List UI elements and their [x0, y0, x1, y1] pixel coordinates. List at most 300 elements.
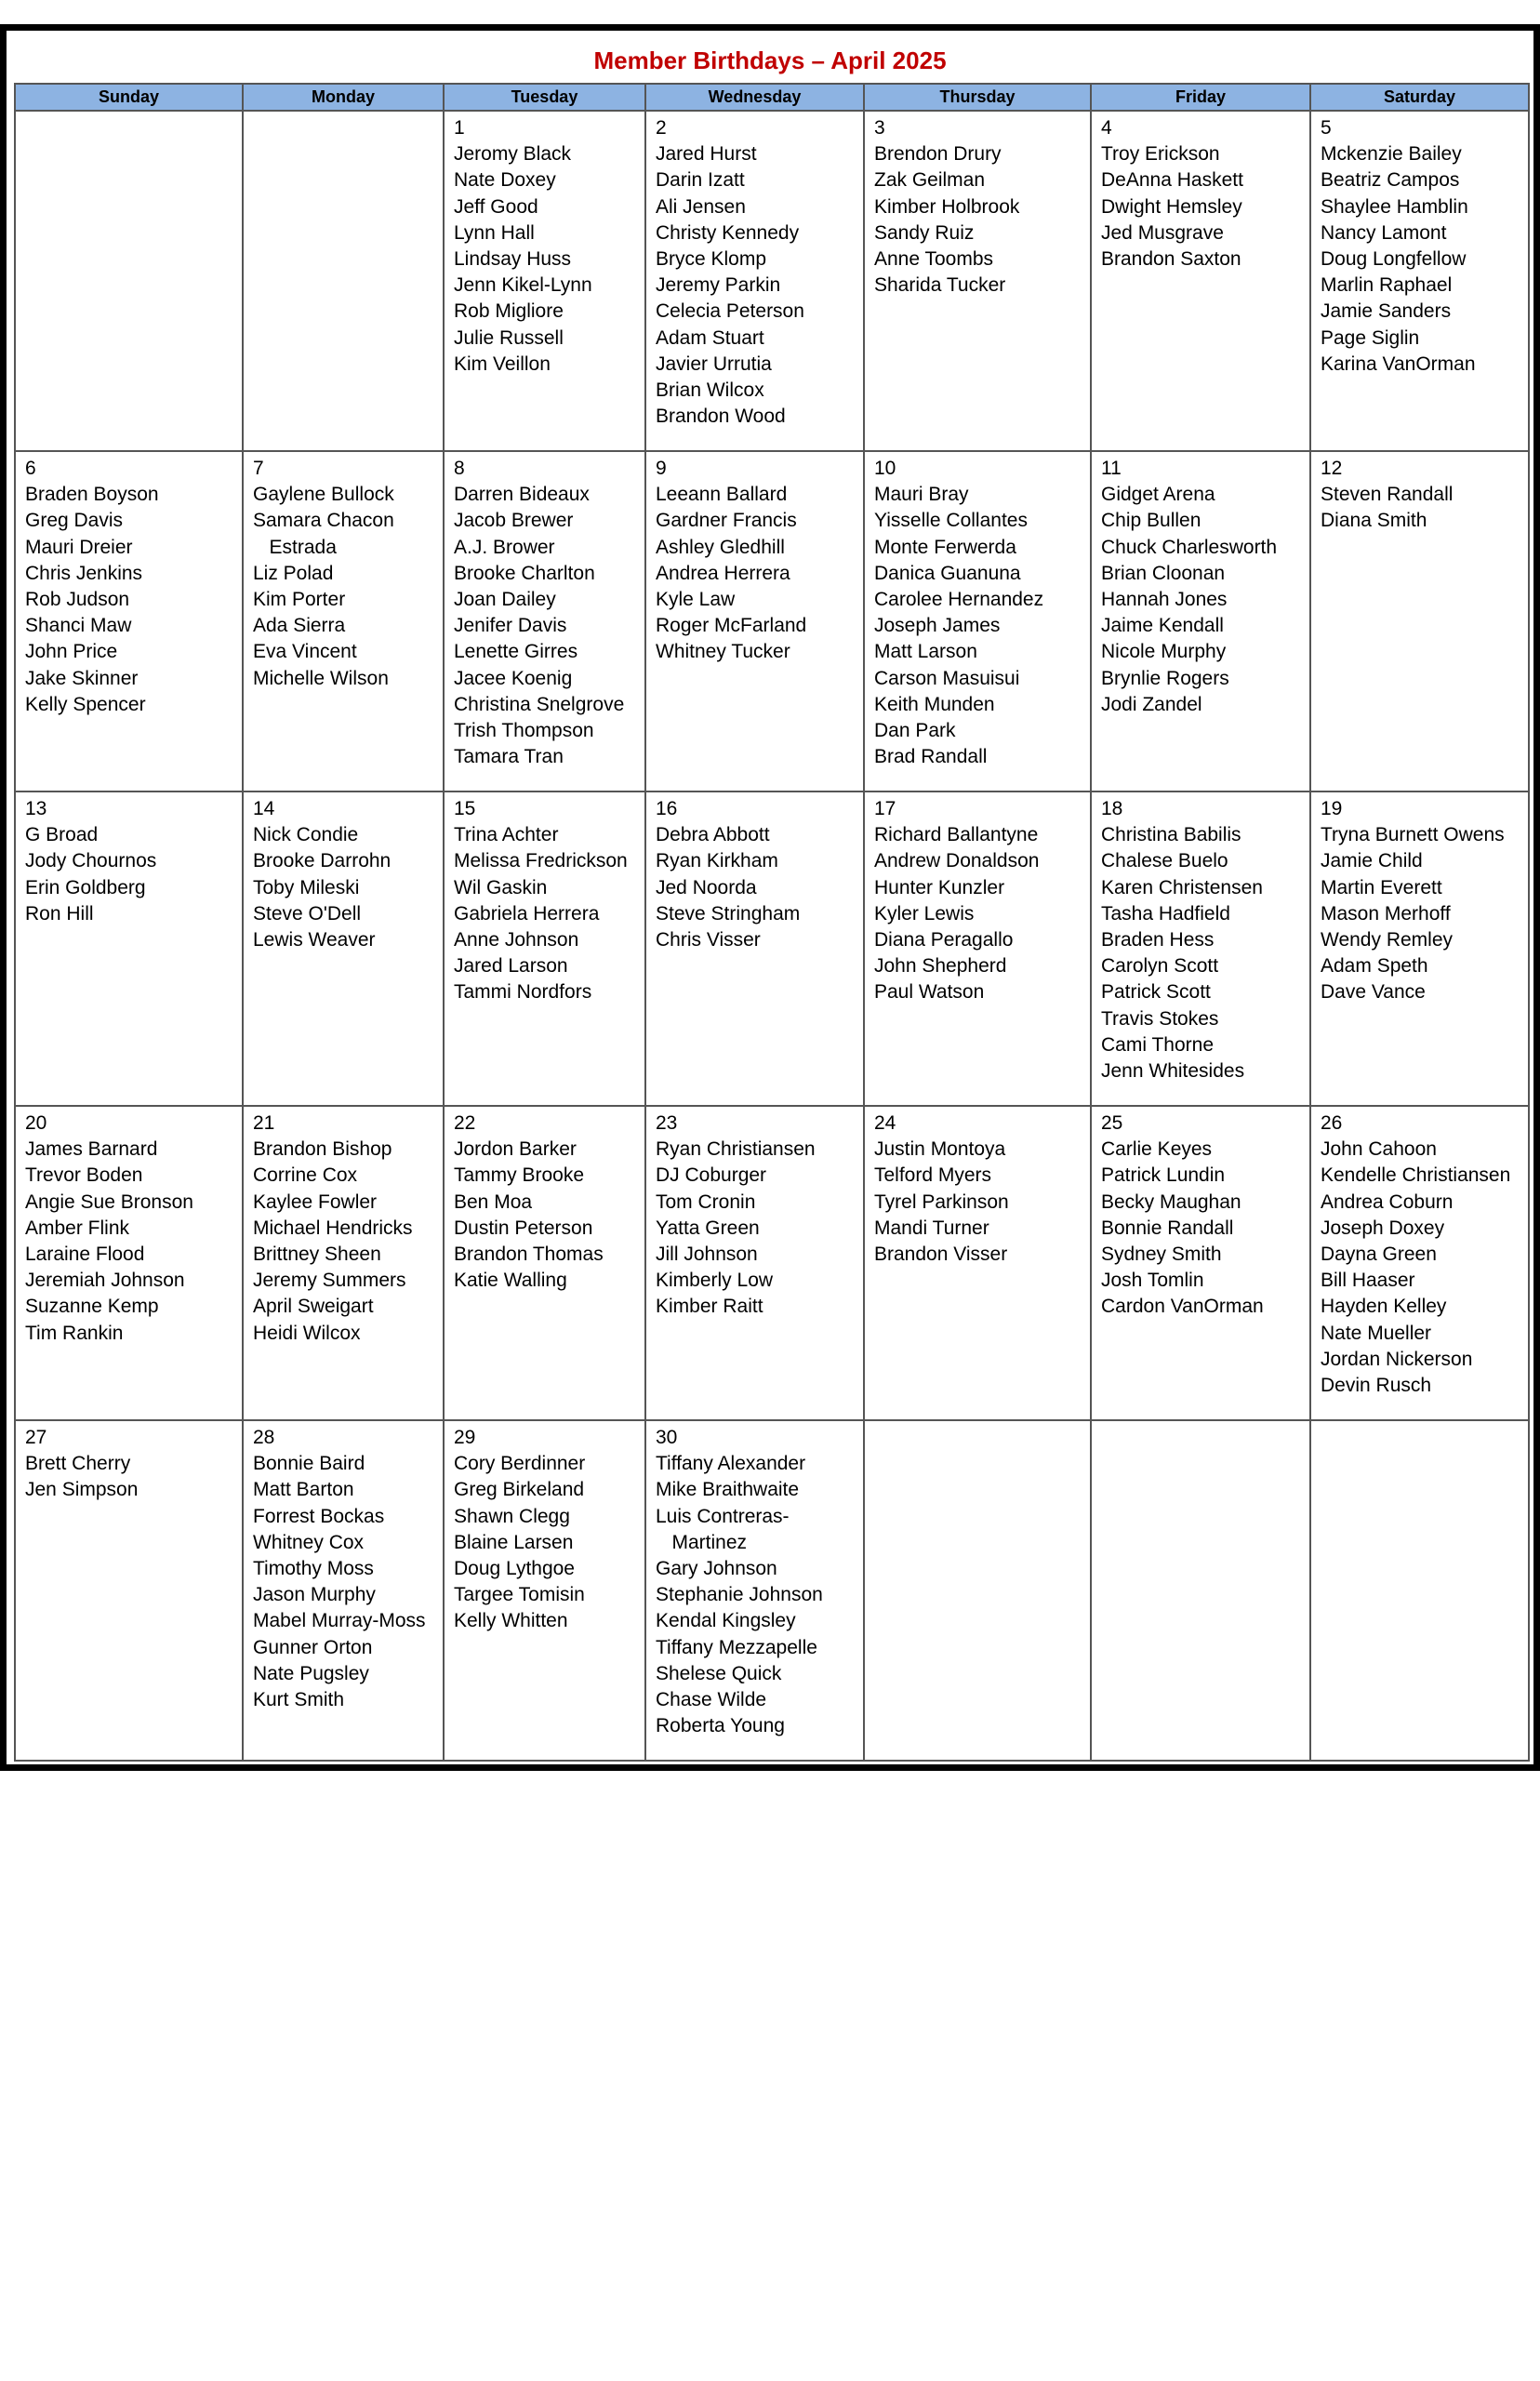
day-number: 27	[25, 1427, 47, 1448]
birthday-name: Debra Abbott	[656, 824, 770, 846]
birthday-name: Jed Musgrave	[1101, 221, 1224, 244]
birthday-name: Shanci Maw	[25, 615, 132, 637]
birthday-name: Tammy Brooke	[454, 1164, 585, 1187]
weekday-header: Sunday	[15, 84, 243, 111]
day-cell	[444, 1420, 645, 1761]
birthday-name: Kendelle Christiansen	[1321, 1164, 1511, 1187]
birthday-name: Cardon VanOrman	[1101, 1296, 1264, 1318]
birthday-name: Kimberly Low	[656, 1270, 774, 1292]
day-cell	[645, 791, 864, 1106]
birthday-name: Joan Dailey	[454, 589, 556, 611]
birthday-name: Jeremy Parkin	[656, 274, 781, 297]
day-cell	[15, 791, 243, 1106]
birthday-name: Devin Rusch	[1321, 1375, 1432, 1397]
birthday-name: Tamara Tran	[454, 746, 564, 768]
birthday-name: Ron Hill	[25, 902, 94, 924]
empty-day-cell	[1091, 1420, 1310, 1761]
birthday-name: Danica Guanuna	[874, 562, 1021, 584]
empty-day-cell	[864, 1420, 1091, 1761]
birthday-name: Carson Masuisui	[874, 667, 1020, 689]
birthday-name: Jeromy Black	[454, 143, 572, 166]
birthday-name: Hunter Kunzler	[874, 876, 1005, 898]
calendar-frame	[0, 24, 1540, 1771]
birthday-name: Beatriz Campos	[1321, 169, 1460, 192]
birthday-name: Lindsay Huss	[454, 248, 572, 271]
birthday-name: Dan Park	[874, 720, 956, 742]
birthday-name: Luis Contreras-	[656, 1505, 790, 1527]
birthday-name: Hayden Kelley	[1321, 1296, 1447, 1318]
birthday-name: A.J. Brower	[454, 536, 555, 558]
weekday-header: Friday	[1091, 84, 1310, 111]
day-number: 4	[1101, 117, 1112, 139]
birthday-name: Yatta Green	[656, 1217, 760, 1239]
day-cell	[645, 451, 864, 791]
birthday-name: Blaine Larsen	[454, 1531, 574, 1553]
birthday-name: Michelle Wilson	[253, 667, 389, 689]
birthday-name: Timothy Moss	[253, 1558, 374, 1580]
empty-day-cell	[1310, 1420, 1529, 1761]
birthday-name: Doug Longfellow	[1321, 248, 1467, 271]
day-cell	[243, 1420, 444, 1761]
birthday-name: Gaylene Bullock	[253, 484, 394, 506]
birthday-name: Josh Tomlin	[1101, 1270, 1204, 1292]
day-number: 3	[874, 117, 885, 139]
day-number: 30	[656, 1427, 678, 1448]
birthday-name: Doug Lythgoe	[454, 1558, 575, 1580]
birthday-name: Hannah Jones	[1101, 589, 1228, 611]
birthday-name: Ryan Christiansen	[656, 1138, 816, 1161]
day-cell	[15, 1420, 243, 1761]
day-cell	[1091, 1106, 1310, 1420]
birthday-name: Kimber Holbrook	[874, 195, 1020, 218]
birthday-name: Roberta Young	[656, 1715, 785, 1737]
birthday-name: Lynn Hall	[454, 221, 535, 244]
birthday-name: James Barnard	[25, 1138, 158, 1161]
birthday-name: Mabel Murray-Moss	[253, 1610, 426, 1632]
birthday-name: Kelly Whitten	[454, 1610, 568, 1632]
calendar-week-row	[15, 1420, 1529, 1761]
birthday-name: Trevor Boden	[25, 1164, 143, 1187]
calendar-body	[15, 111, 1529, 1761]
birthday-name: Brian Wilcox	[656, 379, 764, 402]
birthday-name: Lewis Weaver	[253, 929, 376, 951]
birthday-name: Steve O'Dell	[253, 902, 362, 924]
birthday-name: Jamie Child	[1321, 850, 1423, 872]
birthday-name: Gidget Arena	[1101, 484, 1215, 506]
birthday-name: Troy Erickson	[1101, 143, 1220, 166]
birthday-name: Greg Birkeland	[454, 1479, 585, 1501]
birthday-name: Ashley Gledhill	[656, 536, 785, 558]
birthday-name: Roger McFarland	[656, 615, 807, 637]
birthday-name: Toby Mileski	[253, 876, 360, 898]
birthday-name: G Broad	[25, 824, 99, 846]
day-number: 23	[656, 1112, 678, 1134]
birthday-name: Brandon Saxton	[1101, 248, 1241, 271]
birthday-name: Mike Braithwaite	[656, 1479, 800, 1501]
birthday-name: Chuck Charlesworth	[1101, 536, 1278, 558]
birthday-name: Dave Vance	[1321, 981, 1426, 1004]
birthday-name: Adam Speth	[1321, 955, 1428, 978]
day-cell	[1310, 451, 1529, 791]
birthday-name: John Shepherd	[874, 955, 1007, 978]
day-number: 2	[656, 117, 667, 139]
birthday-name: Brett Cherry	[25, 1453, 131, 1475]
birthday-name: Tyrel Parkinson	[874, 1190, 1009, 1213]
birthday-name: Patrick Lundin	[1101, 1164, 1226, 1187]
birthday-name: Melissa Fredrickson	[454, 850, 628, 872]
birthday-name: Matt Barton	[253, 1479, 354, 1501]
birthday-name: Julie Russell	[454, 326, 564, 349]
birthday-name: Sandy Ruiz	[874, 221, 975, 244]
birthday-name: Nick Condie	[253, 824, 359, 846]
birthday-name: Kim Porter	[253, 589, 346, 611]
birthday-name: Jeremiah Johnson	[25, 1270, 185, 1292]
birthday-name: Paul Watson	[874, 981, 985, 1004]
birthday-name: Eva Vincent	[253, 641, 357, 663]
birthday-name: Targee Tomisin	[454, 1584, 585, 1606]
day-number: 22	[454, 1112, 476, 1134]
birthday-name: DJ Coburger	[656, 1164, 767, 1187]
birthday-name: Tom Cronin	[656, 1190, 756, 1213]
birthday-name: Matt Larson	[874, 641, 977, 663]
birthday-name: Kim Veillon	[454, 352, 551, 375]
birthday-name: Kurt Smith	[253, 1689, 345, 1711]
day-number: 28	[253, 1427, 275, 1448]
birthday-name: DeAnna Haskett	[1101, 169, 1243, 192]
birthday-name: Wendy Remley	[1321, 929, 1453, 951]
birthday-name: Cami Thorne	[1101, 1033, 1214, 1056]
birthday-name: Ali Jensen	[656, 195, 746, 218]
day-cell	[645, 1420, 864, 1761]
birthday-name: Jenn Whitesides	[1101, 1060, 1245, 1083]
day-number: 29	[454, 1427, 476, 1448]
birthday-name: Jodi Zandel	[1101, 693, 1202, 715]
day-cell	[243, 451, 444, 791]
birthday-name: Jill Johnson	[656, 1244, 758, 1266]
birthday-name: Whitney Cox	[253, 1531, 365, 1553]
day-cell	[1310, 791, 1529, 1106]
page-title: Member Birthdays – April 2025	[593, 47, 947, 74]
birthday-name: Cory Berdinner	[454, 1453, 586, 1475]
birthday-name: Kelly Spencer	[25, 693, 146, 715]
birthday-name: Martin Everett	[1321, 876, 1442, 898]
birthday-name: Joseph James	[874, 615, 1001, 637]
birthday-name: Angie Sue Bronson	[25, 1190, 193, 1213]
birthday-name: Christina Babilis	[1101, 824, 1241, 846]
birthday-name: Jamie Sanders	[1321, 300, 1452, 323]
birthday-name: Shelese Quick	[656, 1662, 782, 1684]
birthday-name: Samara Chacon	[253, 510, 394, 532]
birthday-name: Kimber Raitt	[656, 1296, 763, 1318]
birthday-name: Carlie Keyes	[1101, 1138, 1213, 1161]
day-number: 18	[1101, 798, 1123, 819]
birthday-name: Kendal Kingsley	[656, 1610, 796, 1632]
birthday-name: Amber Flink	[25, 1217, 130, 1239]
birthday-name: Darren Bideaux	[454, 484, 590, 506]
birthday-name: Jacee Koenig	[454, 667, 573, 689]
birthday-name: Christina Snelgrove	[454, 693, 625, 715]
birthday-name: Brandon Bishop	[253, 1138, 392, 1161]
birthday-name: Shaylee Hamblin	[1321, 195, 1468, 218]
birthday-name: Javier Urrutia	[656, 352, 772, 375]
birthday-name: Steven Randall	[1321, 484, 1454, 506]
day-number: 7	[253, 458, 264, 479]
birthday-name: Nate Doxey	[454, 169, 556, 192]
birthday-name: Mauri Bray	[874, 484, 969, 506]
birthday-name: Sydney Smith	[1101, 1244, 1222, 1266]
birthday-name: Karen Christensen	[1101, 876, 1263, 898]
birthday-name: Chris Jenkins	[25, 562, 143, 584]
birthday-name: Chip Bullen	[1101, 510, 1201, 532]
birthday-name: Jared Hurst	[656, 143, 757, 166]
birthday-name: Tasha Hadfield	[1101, 902, 1230, 924]
birthday-name: Patrick Scott	[1101, 981, 1211, 1004]
birthday-name: Leeann Ballard	[656, 484, 788, 506]
day-number: 15	[454, 798, 476, 819]
birthday-name: Brooke Darrohn	[253, 850, 392, 872]
birthday-name: Jed Noorda	[656, 876, 757, 898]
birthday-name: Jenn Kikel-Lynn	[454, 274, 592, 297]
birthday-name: Dwight Hemsley	[1101, 195, 1242, 218]
birthday-name: Nancy Lamont	[1321, 221, 1447, 244]
birthday-name: Jody Chournos	[25, 850, 157, 872]
birthday-name: Diana Peragallo	[874, 929, 1014, 951]
calendar-week-row	[15, 111, 1529, 451]
birthday-name: Travis Stokes	[1101, 1007, 1219, 1030]
day-number: 24	[874, 1112, 896, 1134]
birthday-name: Brandon Wood	[656, 406, 786, 428]
birthday-name: Tim Rankin	[25, 1322, 124, 1344]
day-cell	[864, 111, 1091, 451]
day-cell	[444, 451, 645, 791]
weekday-header: Saturday	[1310, 84, 1529, 111]
birthday-name: Celecia Peterson	[656, 300, 804, 323]
day-cell	[1091, 791, 1310, 1106]
calendar-week-row	[15, 1106, 1529, 1420]
weekday-header: Thursday	[864, 84, 1091, 111]
birthday-name: Andrew Donaldson	[874, 850, 1040, 872]
birthday-name: Braden Hess	[1101, 929, 1215, 951]
birthday-name: Gardner Francis	[656, 510, 797, 532]
birthday-name: Tryna Burnett Owens	[1321, 824, 1505, 846]
birthday-name: Mckenzie Bailey	[1321, 143, 1462, 166]
birthday-name: Brandon Thomas	[454, 1244, 604, 1266]
day-number: 6	[25, 458, 36, 479]
birthday-name: Kyle Law	[656, 589, 736, 611]
birthday-name: Carolee Hernandez	[874, 589, 1044, 611]
birthday-name: Brittney Sheen	[253, 1244, 381, 1266]
weekday-header: Tuesday	[444, 84, 645, 111]
birthday-name: Kyler Lewis	[874, 902, 975, 924]
birthday-name: Tiffany Mezzapelle	[656, 1636, 817, 1658]
birthday-name: Sharida Tucker	[874, 274, 1006, 297]
birthday-name: Gabriela Herrera	[454, 902, 600, 924]
birthday-name: Diana Smith	[1321, 510, 1427, 532]
day-number: 19	[1321, 798, 1343, 819]
calendar-week-row	[15, 791, 1529, 1106]
birthday-name: Justin Montoya	[874, 1138, 1006, 1161]
calendar-table	[14, 83, 1530, 1762]
birthday-name: Heidi Wilcox	[253, 1322, 361, 1344]
birthday-name: Nicole Murphy	[1101, 641, 1227, 663]
day-cell	[15, 1106, 243, 1420]
birthday-name: Mauri Dreier	[25, 536, 133, 558]
day-cell	[1091, 111, 1310, 451]
birthday-name: Shawn Clegg	[454, 1505, 570, 1527]
day-cell	[444, 1106, 645, 1420]
birthday-name: Dayna Green	[1321, 1244, 1437, 1266]
day-number: 14	[253, 798, 275, 819]
birthday-name: Andrea Herrera	[656, 562, 790, 584]
birthday-name: Jake Skinner	[25, 667, 139, 689]
birthday-name: Katie Walling	[454, 1270, 567, 1292]
weekday-header: Wednesday	[645, 84, 864, 111]
day-number: 20	[25, 1112, 47, 1134]
birthday-name: Estrada	[253, 536, 337, 558]
birthday-name: Corrine Cox	[253, 1164, 358, 1187]
birthday-name: Jen Simpson	[25, 1479, 139, 1501]
day-number: 25	[1101, 1112, 1123, 1134]
birthday-name: Jordon Barker	[454, 1138, 577, 1161]
day-number: 16	[656, 798, 678, 819]
birthday-name: Brandon Visser	[874, 1244, 1008, 1266]
birthday-name: Brynlie Rogers	[1101, 667, 1229, 689]
birthday-name: Mason Merhoff	[1321, 902, 1451, 924]
day-cell	[645, 1106, 864, 1420]
birthday-name: Trish Thompson	[454, 720, 594, 742]
birthday-name: Jason Murphy	[253, 1584, 376, 1606]
day-cell	[1091, 451, 1310, 791]
birthday-name: Darin Izatt	[656, 169, 745, 192]
birthday-name: Jordan Nickerson	[1321, 1348, 1473, 1370]
birthday-name: Tammi Nordfors	[454, 981, 592, 1004]
birthday-name: Jaime Kendall	[1101, 615, 1224, 637]
birthday-name: Steve Stringham	[656, 902, 801, 924]
birthday-name: Keith Munden	[874, 693, 995, 715]
empty-day-cell	[15, 111, 243, 451]
birthday-name: Adam Stuart	[656, 326, 764, 349]
day-cell	[15, 451, 243, 791]
birthday-name: Jeremy Summers	[253, 1270, 406, 1292]
birthday-name: Nate Pugsley	[253, 1662, 369, 1684]
birthday-name: Whitney Tucker	[656, 641, 790, 663]
birthday-name: Monte Ferwerda	[874, 536, 1016, 558]
weekday-header-row	[15, 84, 1529, 111]
birthday-name: Bill Haaser	[1321, 1270, 1415, 1292]
day-cell	[243, 791, 444, 1106]
day-cell	[444, 111, 645, 451]
day-number: 5	[1321, 117, 1332, 139]
day-cell	[864, 791, 1091, 1106]
birthday-name: Karina VanOrman	[1321, 352, 1476, 375]
birthday-name: Zak Geilman	[874, 169, 986, 192]
birthday-name: Brendon Drury	[874, 143, 1002, 166]
birthday-name: Jeff Good	[454, 195, 538, 218]
birthday-name: Bonnie Baird	[253, 1453, 365, 1475]
birthday-name: Dustin Peterson	[454, 1217, 593, 1239]
weekday-header: Monday	[243, 84, 444, 111]
birthday-name: Bryce Klomp	[656, 248, 767, 271]
birthday-name: Ben Moa	[454, 1190, 533, 1213]
day-cell	[645, 111, 864, 451]
birthday-name: Jacob Brewer	[454, 510, 574, 532]
birthday-name: Yisselle Collantes	[874, 510, 1028, 532]
birthday-name: Carolyn Scott	[1101, 955, 1219, 978]
birthday-name: Ada Sierra	[253, 615, 346, 637]
birthday-name: Trina Achter	[454, 824, 559, 846]
day-number: 17	[874, 798, 896, 819]
birthday-name: Jared Larson	[454, 955, 568, 978]
birthday-name: Laraine Flood	[25, 1244, 145, 1266]
day-number: 11	[1101, 458, 1122, 479]
birthday-name: Martinez	[656, 1531, 748, 1553]
birthday-name: Gary Johnson	[656, 1558, 777, 1580]
birthday-name: Lenette Girres	[454, 641, 578, 663]
birthday-name: Michael Hendricks	[253, 1217, 413, 1239]
birthday-name: Brian Cloonan	[1101, 562, 1226, 584]
birthday-name: Christy Kennedy	[656, 221, 800, 244]
day-number: 26	[1321, 1112, 1343, 1134]
birthday-name: Kaylee Fowler	[253, 1190, 378, 1213]
birthday-name: Joseph Doxey	[1321, 1217, 1445, 1239]
birthday-name: John Cahoon	[1321, 1138, 1437, 1161]
birthday-name: Anne Toombs	[874, 248, 994, 271]
day-number: 9	[656, 458, 667, 479]
day-cell	[1310, 111, 1529, 451]
birthday-name: Rob Judson	[25, 589, 130, 611]
empty-day-cell	[243, 111, 444, 451]
birthday-name: Tiffany Alexander	[656, 1453, 806, 1475]
birthday-name: Chase Wilde	[656, 1689, 767, 1711]
birthday-name: April Sweigart	[253, 1296, 374, 1318]
day-number: 21	[253, 1112, 275, 1134]
birthday-name: Erin Goldberg	[25, 876, 146, 898]
birthday-name: Richard Ballantyne	[874, 824, 1039, 846]
birthday-name: Greg Davis	[25, 510, 124, 532]
birthday-name: Jenifer Davis	[454, 615, 567, 637]
birthday-name: Chris Visser	[656, 929, 761, 951]
birthday-name: Telford Myers	[874, 1164, 992, 1187]
birthday-name: Becky Maughan	[1101, 1190, 1241, 1213]
birthday-name: Braden Boyson	[25, 484, 159, 506]
birthday-name: Andrea Coburn	[1321, 1190, 1454, 1213]
birthday-name: Brooke Charlton	[454, 562, 595, 584]
birthday-name: Anne Johnson	[454, 929, 579, 951]
day-number: 13	[25, 798, 47, 819]
birthday-name: John Price	[25, 641, 118, 663]
birthday-name: Forrest Bockas	[253, 1505, 385, 1527]
birthday-name: Brad Randall	[874, 746, 988, 768]
birthday-name: Marlin Raphael	[1321, 274, 1453, 297]
day-cell	[1310, 1106, 1529, 1420]
birthday-name: Chalese Buelo	[1101, 850, 1228, 872]
day-number: 10	[874, 458, 896, 479]
day-cell	[864, 451, 1091, 791]
birthday-name: Liz Polad	[253, 562, 334, 584]
birthday-name: Stephanie Johnson	[656, 1584, 823, 1606]
day-number: 8	[454, 458, 465, 479]
calendar-week-row	[15, 451, 1529, 791]
birthday-name: Mandi Turner	[874, 1217, 989, 1239]
birthday-name: Gunner Orton	[253, 1636, 373, 1658]
birthday-name: Rob Migliore	[454, 300, 564, 323]
birthday-name: Ryan Kirkham	[656, 850, 778, 872]
day-cell	[243, 1106, 444, 1420]
day-number: 1	[454, 117, 465, 139]
day-cell	[444, 791, 645, 1106]
birthday-name: Bonnie Randall	[1101, 1217, 1234, 1239]
birthday-name: Suzanne Kemp	[25, 1296, 159, 1318]
